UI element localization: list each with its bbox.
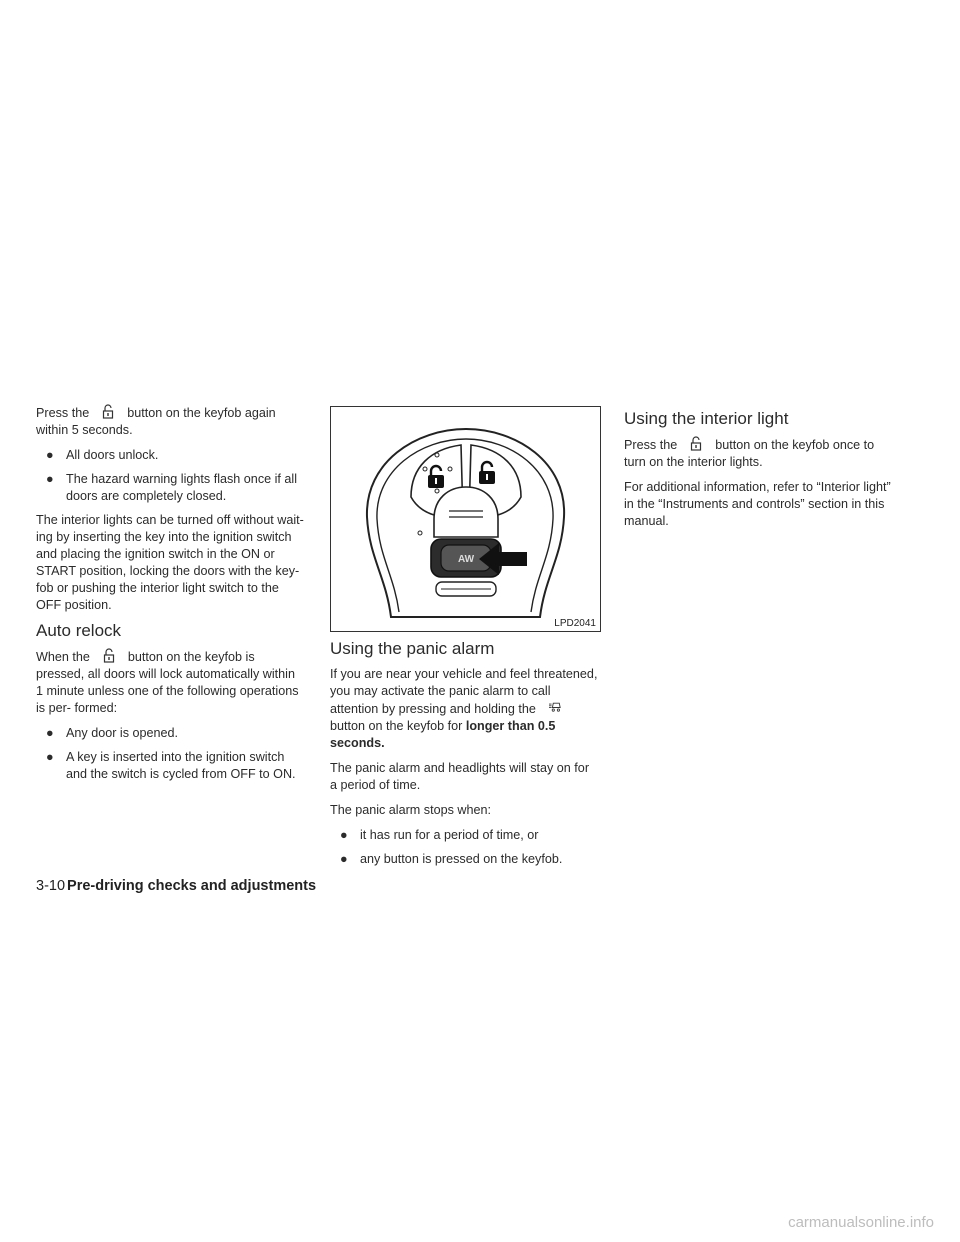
- unlock-icon: [677, 436, 715, 450]
- keyfob-figure: [330, 406, 601, 632]
- heading-auto-relock: Auto relock: [36, 621, 122, 640]
- list-item: ● A key is inserted into the ignition switch and the switch is cycled from OFF to ON.: [46, 750, 296, 781]
- column-left: [36, 404, 304, 790]
- heading-panic-alarm: Using the panic alarm: [330, 639, 495, 658]
- unlock-icon: [89, 404, 127, 418]
- paragraph-panic-stops: The panic alarm stops when:: [330, 803, 492, 817]
- paragraph-panic-activate: If you are near your vehicle and feel threatened, you may activate the panic alarm to call attention by pressing and holding thebutton on the keyfob for longer than 0.5 seconds.: [330, 667, 598, 750]
- paragraph-additional-info: For additional information, refer to “Interior light” in the “Instruments and controls” section in this manual.: [624, 480, 891, 528]
- section-title: Pre-driving checks and adjustments: [67, 878, 317, 894]
- page-footer: [36, 878, 316, 894]
- list-item: ● All doors unlock.: [46, 448, 159, 462]
- column-middle: [330, 634, 598, 875]
- paragraph-press-unlock: Press the button on the keyfob again within 5 seconds.: [36, 406, 276, 437]
- list-item: ● The hazard warning lights flash once if all doors are completely closed.: [46, 472, 298, 503]
- unlock-icon: [90, 648, 128, 662]
- keyfob-illustration: [331, 407, 600, 631]
- list-item: ● Any door is opened.: [46, 726, 179, 740]
- list-item: ● it has run for a period of time, or: [340, 828, 539, 842]
- paragraph-auto-relock: When the button on the keyfob is pressed, all doors will lock automatically within 1 minute unless one of the following operations is per- formed:: [36, 650, 299, 715]
- page-number: 3-10: [36, 878, 66, 894]
- column-right: [624, 404, 892, 538]
- panic-icon: [536, 700, 574, 714]
- svg-text:AW: AW: [457, 554, 475, 565]
- paragraph-panic-duration: The panic alarm and headlights will stay on for a period of time.: [330, 761, 590, 792]
- heading-interior-light: Using the interior light: [624, 409, 789, 428]
- paragraph-interior-lights: The interior lights can be turned off without wait- ing by inserting the key into the ignition switch and placing the ignition switch in the ON or START position, locking the doors with the key- fob or pushing the interior light switch to the OFF position.: [36, 513, 304, 612]
- figure-label: LPD2041: [554, 618, 596, 629]
- list-item: ● any button is pressed on the keyfob.: [340, 852, 563, 866]
- watermark: carmanualsonline.info: [788, 1214, 934, 1231]
- paragraph-interior-light: Press the button on the keyfob once to turn on the interior lights.: [624, 438, 875, 469]
